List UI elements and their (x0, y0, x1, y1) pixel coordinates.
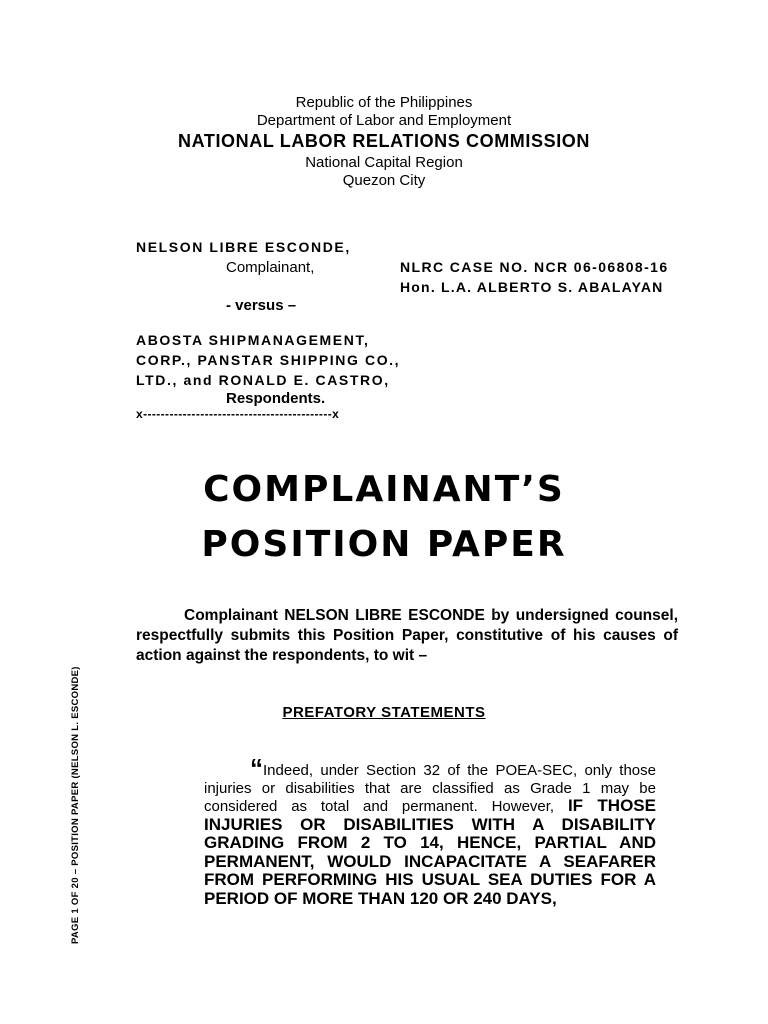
complainant-role: Complainant, (226, 259, 315, 276)
respondent-line-2: CORP., PANSTAR SHIPPING CO., (136, 352, 401, 368)
labor-arbiter: Hon. L.A. ALBERTO S. ABALAYAN (400, 279, 664, 295)
quote-caps-text: IF THOSE INJURIES OR DISABILITIES WITH A DISABILITY GRADING FROM 2 TO 14, HENCE, PARTIAL AND PERMANENT, WOULD INCAPACITATE A SEAFARER FROM PERFORMING HIS USUAL SEA DUTIES FOR A PERIOD OF MORE THAN 120 OR 240 DAYS, (204, 796, 656, 908)
respondent-role: Respondents. (226, 390, 326, 407)
quote-mark: “ (250, 753, 263, 783)
title-line-2: POSITION PAPER (201, 524, 567, 565)
prefatory-quote (204, 753, 656, 908)
header-republic: Republic of the Philippines (295, 94, 473, 111)
margin-page-note: PAGE 1 OF 20 – POSITION PAPER (NELSON L. ESCONDE) (70, 666, 81, 944)
complainant-name: NELSON LIBRE ESCONDE, (136, 239, 351, 255)
title-line-1: COMPLAINANT’S (203, 469, 565, 510)
versus-label: - versus – (226, 297, 297, 314)
case-number: NLRC CASE NO. NCR 06-06808-16 (400, 259, 669, 275)
respondent-line-3: LTD., and RONALD E. CASTRO, (136, 372, 390, 388)
prefatory-heading: PREFATORY STATEMENTS (282, 704, 486, 721)
header-region: National Capital Region (305, 154, 463, 171)
caption-separator: x-------------------------------------------x (136, 407, 340, 421)
intro-text: Complainant NELSON LIBRE ESCONDE by undersigned counsel, respectfully submits this Position Paper, constitutive of his causes of action against the respondents, to wit – (136, 607, 678, 664)
intro-paragraph (136, 606, 678, 666)
header-city: Quezon City (342, 172, 426, 189)
header-department: Department of Labor and Employment (256, 112, 512, 129)
quote-plain-text: Indeed, under Section 32 of the POEA-SEC, only those injuries or disabilities that are classified as Grade 1 may be considered as total and permanent. However, (204, 762, 656, 815)
header-commission: NATIONAL LABOR RELATIONS COMMISSION (178, 131, 590, 151)
respondent-line-1: ABOSTA SHIPMANAGEMENT, (136, 332, 370, 348)
